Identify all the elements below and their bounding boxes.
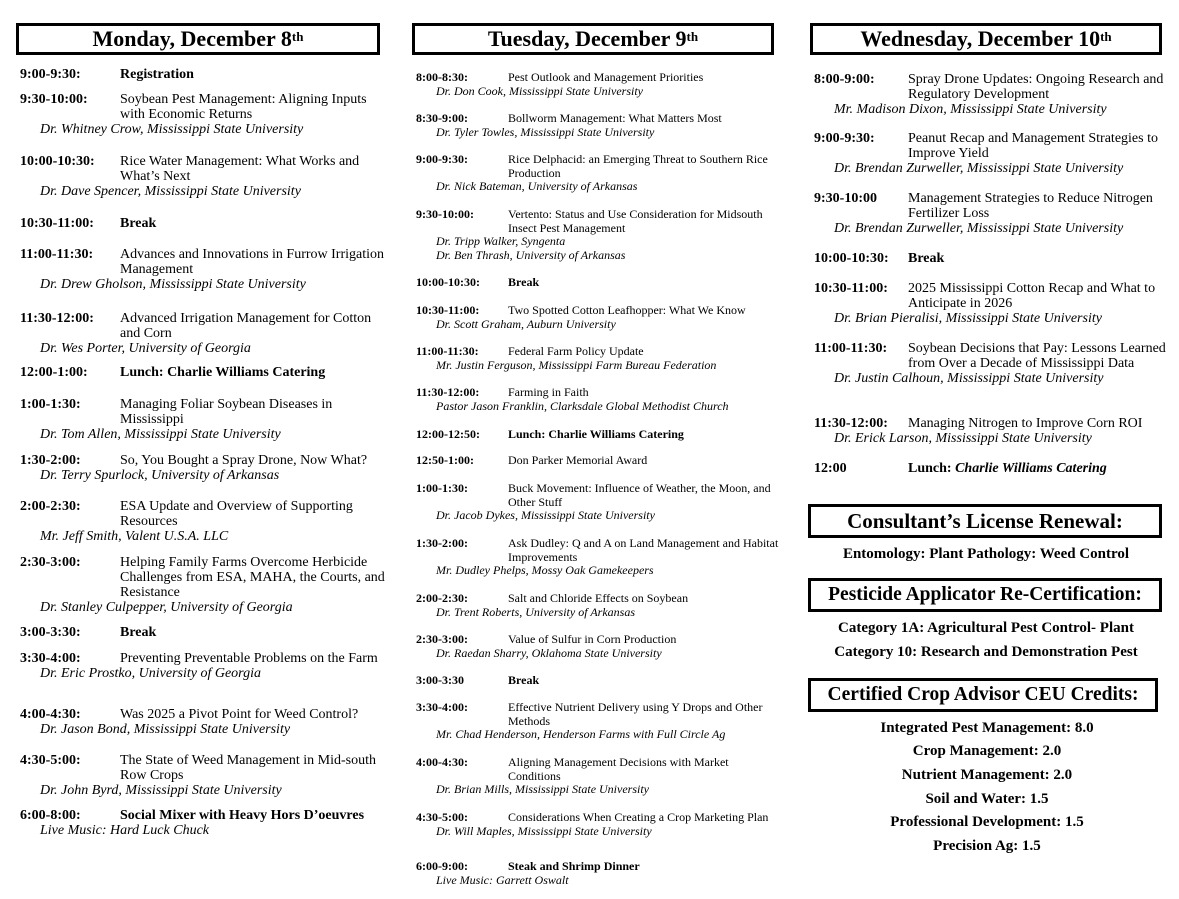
schedule-row [14,92,386,122]
session-speaker: Dr. Erick Larson, Mississippi State University [834,431,1092,447]
session-time: 9:30-10:00: [20,92,88,107]
session-time: 12:00 [814,461,847,476]
session-time: 10:30-11:00: [814,281,888,296]
session-speaker: Mr. Madison Dixon, Mississippi State University [834,102,1107,118]
session-time: 3:30-4:00: [20,651,81,666]
schedule-item [410,674,782,688]
session-title [120,707,386,722]
day-label: Monday, December 8 [92,26,292,51]
session-time: 4:00-4:30: [20,707,81,722]
session-title [120,499,386,529]
session-title [120,397,386,427]
cca-credit-line: Crop Management: 2.0 [912,743,1062,759]
schedule-row [410,71,782,85]
schedule-row [14,499,386,529]
schedule-row [410,276,782,290]
session-time: 12:00-12:50: [416,427,480,441]
session-time: 9:30-10:00: [416,207,474,221]
session-title [120,651,386,666]
session-time: 2:30-3:00: [20,555,81,570]
session-speaker: Dr. Brendan Zurweller, Mississippi State University [834,221,1124,237]
schedule-item [410,276,782,290]
schedule-row [806,461,1166,476]
session-title-text: Soybean Pest Management: Aligning Inputs with Economic Returns [120,92,367,122]
schedule-item [410,860,782,887]
session-speaker: Dr. Scott Graham, Auburn University [436,316,616,331]
session-speaker: Mr. Chad Henderson, Henderson Farms with Full Circle Ag [436,727,726,742]
schedule-row [806,341,1166,371]
schedule-row [410,153,782,180]
session-title [908,251,1166,266]
schedule-item [410,304,782,331]
session-title [120,247,386,277]
session-title-text: Break [120,625,157,640]
session-speaker: Dr. Tyler Towles, Mississippi State University [436,124,655,139]
session-speaker: Live Music: Hard Luck Chuck [40,823,209,838]
session-speaker: Dr. Jacob Dykes, Mississippi State University [436,508,655,523]
session-time: 8:00-9:00: [814,72,875,87]
session-title [508,71,782,85]
session-title [508,386,782,400]
session-title-text: Break [508,275,540,289]
session-title-text: Lunch: [908,461,956,476]
session-speaker: Mr. Justin Ferguson, Mississippi Farm Bureau Federation [436,357,717,372]
session-title-text: Pest Outlook and Management Priorities [508,70,704,84]
schedule-item [14,92,386,137]
session-title-text: Break [508,673,540,687]
schedule-row [14,397,386,427]
session-title-text: So, You Bought a Spray Drone, Now What? [120,453,368,468]
session-speaker: Dr. Drew Gholson, Mississippi State University [40,277,306,292]
schedule-item [410,386,782,413]
schedule-row [14,67,386,82]
session-speaker: Dr. Jason Bond, Mississippi State University [40,722,291,737]
schedule-row [410,674,782,688]
schedule-row [410,304,782,318]
pesticide-category-line: Category 1A: Agricultural Pest Control- Plant [838,620,1134,636]
schedule-item [410,71,782,98]
session-title-text: Considerations When Creating a Crop Marketing Plan [508,810,769,824]
session-title-text: Steak and Shrimp Dinner [508,859,640,873]
session-time: 6:00-9:00: [416,859,468,873]
session-title-text: Managing Foliar Soybean Diseases in Mississippi [120,397,333,427]
cca-credits-heading-text: Certified Crop Advisor CEU Credits: [827,684,1139,705]
schedule-item [806,131,1166,177]
schedule-row [410,112,782,126]
schedule-item [410,482,782,523]
session-speaker: Mr. Jeff Smith, Valent U.S.A. LLC [40,529,229,544]
schedule-item [806,72,1166,118]
session-title-text: Was 2025 a Pivot Point for Weed Control? [120,707,359,722]
schedule-row [14,625,386,640]
session-title-text: Vertento: Status and Use Consideration for Midsouth Insect Pest Management [508,207,763,235]
session-title [120,365,386,380]
schedule-item [806,191,1166,237]
session-time: 9:00-9:30: [20,67,81,82]
schedule-row [14,453,386,468]
cca-credit-line: Integrated Pest Management: 8.0 [880,720,1094,736]
schedule-row [410,345,782,359]
session-title [508,482,782,509]
schedule-row [14,365,386,380]
session-title [120,808,386,823]
session-title-text: Soybean Decisions that Pay: Lessons Learned from Over a Decade of Mississippi Data [908,341,1166,372]
schedule-item [14,247,386,292]
schedule-item [14,154,386,199]
session-title [120,453,386,468]
session-title-italic: Charlie Williams Catering [955,461,1107,476]
session-title [508,633,782,647]
session-title [508,756,782,783]
session-speaker: Dr. Stanley Culpepper, University of Georgia [40,600,293,615]
session-title [908,191,1166,221]
session-speaker: Dr. Raedan Sharry, Oklahoma State University [436,645,662,660]
session-title [508,345,782,359]
session-title [508,860,782,874]
schedule-row [14,216,386,231]
session-time: 12:00-1:00: [20,365,88,380]
session-title [120,216,386,231]
schedule-item [410,633,782,660]
schedule-row [14,154,386,184]
session-time: 10:00-10:30: [814,251,889,266]
session-speaker: Dr. Justin Calhoun, Mississippi State University [834,371,1104,387]
session-title-text: Bollworm Management: What Matters Most [508,111,722,125]
session-title [508,811,782,825]
session-time: 2:00-2:30: [416,591,468,605]
schedule-item [14,365,386,380]
schedule-item [14,67,386,82]
session-title [908,461,1166,476]
session-speaker: Dr. Don Cook, Mississippi State University [436,83,643,98]
schedule-item [806,341,1166,387]
session-title [508,537,782,564]
schedule-row [410,633,782,647]
session-time: 6:00-8:00: [20,808,81,823]
schedule-item [14,651,386,681]
session-time: 11:00-11:30: [814,341,888,356]
schedule-item [410,112,782,139]
session-title [508,674,782,688]
session-time: 4:30-5:00: [20,753,81,768]
schedule-row [806,191,1166,221]
schedule-row [14,311,386,341]
schedule-row [14,808,386,823]
session-title-text: Peanut Recap and Management Strategies to Improve Yield [908,131,1158,162]
session-title [508,112,782,126]
schedule-row [410,537,782,564]
session-title [120,555,386,600]
session-title-text: Rice Water Management: What Works and What’s Next [120,154,360,184]
session-title [508,428,782,442]
session-speaker: Live Music: Garrett Oswalt [436,872,569,887]
session-title [908,416,1166,431]
schedule-row [806,281,1166,311]
session-time: 10:30-11:00: [416,303,480,317]
session-title-text: Federal Farm Policy Update [508,344,644,358]
schedule-row [410,860,782,874]
day-heading-wednesday [810,23,1162,55]
session-time: 10:00-10:30: [416,275,480,289]
schedule-row [410,756,782,783]
session-time: 12:50-1:00: [416,453,474,467]
cca-credit-line: Nutrient Management: 2.0 [901,767,1073,783]
schedule-row [14,753,386,783]
session-time: 1:00-1:30: [416,481,468,495]
session-title [120,625,386,640]
session-time: 2:00-2:30: [20,499,81,514]
session-speaker: Dr. Brendan Zurweller, Mississippi State University [834,161,1124,177]
schedule-item [410,454,782,468]
session-speaker: Pastor Jason Franklin, Clarksdale Global Methodist Church [436,398,729,413]
session-title-text: Value of Sulfur in Corn Production [508,632,677,646]
schedule-row [14,651,386,666]
session-speaker: Dr. Dave Spencer, Mississippi State University [40,184,301,199]
session-title [508,304,782,318]
session-speaker: Dr. Tom Allen, Mississippi State University [40,427,281,442]
session-title [908,72,1166,102]
session-title-text: Advanced Irrigation Management for Cotton and Corn [120,311,372,341]
session-title-text: Don Parker Memorial Award [508,453,648,467]
session-title-text: Helping Family Farms Overcome Herbicide Challenges from ESA, MAHA, the Courts, and Resistance [120,555,385,600]
pesticide-recert-heading-text: Pesticide Applicator Re-Certification: [828,584,1142,605]
session-time: 10:00-10:30: [20,154,95,169]
session-title-text: Break [908,251,945,266]
cca-credits-heading [808,678,1158,712]
consultant-license-line: Entomology: Plant Pathology: Weed Control [842,546,1130,562]
session-time: 3:30-4:00: [416,700,468,714]
session-title-text: Buck Movement: Influence of Weather, the Moon, and Other Stuff [508,481,771,509]
schedule-row [410,482,782,509]
schedule-row [410,428,782,442]
session-speaker: Dr. Terry Spurlock, University of Arkansas [40,468,280,483]
schedule-row [410,701,782,728]
session-title [508,276,782,290]
session-time: 8:30-9:00: [416,111,468,125]
session-title-text: Ask Dudley: Q and A on Land Management and Habitat Improvements [508,536,779,564]
session-title [908,281,1166,311]
session-speaker: Mr. Dudley Phelps, Mossy Oak Gamekeepers [436,563,654,578]
schedule-item [14,753,386,798]
session-speaker: Dr. Whitney Crow, Mississippi State University [40,122,304,137]
session-time: 1:30-2:00: [20,453,81,468]
session-title [508,701,782,728]
session-time: 9:30-10:00 [814,191,877,206]
schedule-item [410,701,782,742]
session-title [508,153,782,180]
session-time: 11:30-12:00: [416,385,480,399]
schedule-item [806,461,1166,476]
schedule-item [14,808,386,838]
session-speaker: Dr. Eric Prostko, University of Georgia [40,666,261,681]
consultant-license-heading [808,504,1162,538]
session-title [120,92,386,122]
session-time: 3:00-3:30 [416,673,464,687]
session-title-text: Management Strategies to Reduce Nitrogen Fertilizer Loss [908,191,1153,222]
session-title-text: Farming in Faith [508,385,589,399]
schedule-item [410,756,782,797]
session-time: 2:30-3:00: [416,632,468,646]
session-title [508,592,782,606]
day-ordinal: th [291,29,304,44]
session-title-text: Registration [120,67,194,82]
session-title-text: Lunch: Charlie Williams Catering [120,365,326,380]
session-speaker: Dr. Will Maples, Mississippi State University [436,823,652,838]
session-title-text: Rice Delphacid: an Emerging Threat to Southern Rice Production [508,152,768,180]
schedule-item [806,281,1166,327]
session-title [508,208,782,235]
schedule-item [410,537,782,578]
session-title-text: Preventing Preventable Problems on the Farm [120,651,378,666]
day-heading-monday [16,23,380,55]
schedule-item [14,216,386,231]
session-time: 3:00-3:30: [20,625,81,640]
schedule-row [806,416,1166,431]
session-time: 11:30-12:00: [20,311,94,326]
schedule-row [806,72,1166,102]
schedule-item [806,416,1166,446]
session-time: 11:30-12:00: [814,416,888,431]
schedule-item [14,311,386,356]
session-time: 9:00-9:30: [814,131,875,146]
schedule-item [410,811,782,838]
schedule-row [14,555,386,600]
session-time: 4:30-5:00: [416,810,468,824]
session-time: 1:30-2:00: [416,536,468,550]
schedule-item [14,499,386,544]
session-speaker: Dr. Brian Mills, Mississippi State University [436,782,649,797]
session-time: 4:00-4:30: [416,755,468,769]
session-title [908,341,1166,371]
day-label: Wednesday, December 10 [860,26,1101,51]
session-title-text: Aligning Management Decisions with Market Conditions [508,755,729,783]
schedule-row [806,131,1166,161]
day-heading-tuesday [412,23,774,55]
session-time: 10:30-11:00: [20,216,94,231]
cca-credit-line: Precision Ag: 1.5 [933,838,1041,854]
pesticide-category-line: Category 10: Research and Demonstration Pest [834,644,1138,660]
schedule-item [14,555,386,615]
session-time: 11:00-11:30: [416,344,479,358]
consultant-license-heading-text: Consultant’s License Renewal: [847,508,1123,533]
session-title-text: Advances and Innovations in Furrow Irrigation Management [120,247,384,277]
session-title [120,154,386,184]
session-title-text: 2025 Mississippi Cotton Recap and What to Anticipate in 2026 [908,281,1156,312]
schedule-row [806,251,1166,266]
session-title-text: Effective Nutrient Delivery using Y Drops and Other Methods [508,700,763,728]
schedule-row [410,811,782,825]
schedule-item [410,345,782,372]
session-title [508,454,782,468]
session-title-text: Social Mixer with Heavy Hors D’oeuvres [120,808,365,823]
session-title-text: Managing Nitrogen to Improve Corn ROI [908,416,1143,431]
pesticide-recert-heading [808,578,1162,612]
cca-credit-line: Professional Development: 1.5 [890,814,1084,830]
session-title-text: Break [120,216,157,231]
schedule-item [806,251,1166,266]
session-time: 9:00-9:30: [416,152,468,166]
session-title-text: Salt and Chloride Effects on Soybean [508,591,689,605]
schedule-row [14,247,386,277]
session-title [120,753,386,783]
session-time: 11:00-11:30: [20,247,94,262]
session-title-text: The State of Weed Management in Mid-south Row Crops [120,753,376,783]
session-title-text: Lunch: Charlie Williams Catering [508,427,684,441]
session-speaker: Dr. Ben Thrash, University of Arkansas [436,247,626,262]
session-title-text: Spray Drone Updates: Ongoing Research and Regulatory Development [908,72,1164,103]
session-title [120,67,386,82]
schedule-item [410,153,782,194]
day-label: Tuesday, December 9 [487,26,687,51]
session-speaker: Dr. Trent Roberts, University of Arkansas [436,604,636,619]
day-ordinal: th [686,29,699,44]
schedule-item [14,625,386,640]
schedule-item [410,592,782,619]
session-time: 1:00-1:30: [20,397,81,412]
session-time: 8:00-8:30: [416,70,468,84]
session-title [908,131,1166,161]
session-title [120,311,386,341]
session-speaker: Dr. Wes Porter, University of Georgia [40,341,251,356]
schedule-row [410,386,782,400]
schedule-row [14,707,386,722]
schedule-row [410,454,782,468]
schedule-item [410,208,782,262]
day-ordinal: th [1100,29,1112,44]
session-speaker: Dr. John Byrd, Mississippi State University [40,783,282,798]
schedule-row [410,208,782,235]
schedule-item [410,428,782,442]
cca-credit-line: Soil and Water: 1.5 [925,791,1049,807]
session-speaker: Dr. Brian Pieralisi, Mississippi State University [834,311,1102,327]
session-speaker: Dr. Nick Bateman, University of Arkansas [436,179,638,194]
schedule-item [14,397,386,442]
session-speaker: Dr. Tripp Walker, Syngenta [436,234,566,249]
schedule-row [410,592,782,606]
schedule-item [14,453,386,483]
session-title-text: Two Spotted Cotton Leafhopper: What We Know [508,303,746,317]
schedule-item [14,707,386,737]
session-title-text: ESA Update and Overview of Supporting Resources [120,499,353,529]
